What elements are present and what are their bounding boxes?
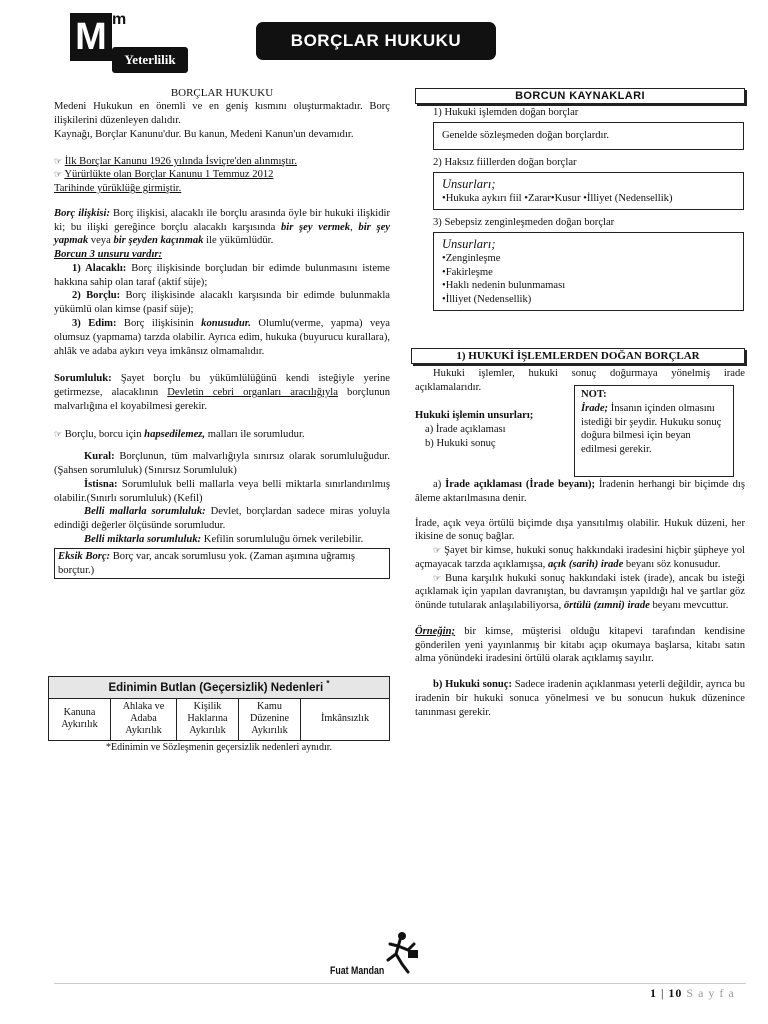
acik-ortulu-paragraph: İrade, açık veya örtülü biçimde dışa yansıtılmış olabilir. Hukuk düzeni, her ikisine de sonuç bağlar. <box>415 517 745 543</box>
logo-mark: M <box>70 13 112 61</box>
pointing-hand-icon: ☞ <box>433 546 442 557</box>
borc-iliskisi-paragraph: Borç ilişkisi: Borç ilişkisi, alacaklı ile borçlu arasında öyle bir hukuki ilişkidir ki; bu ilişki gereğince borçlu alacaklı karşısında bir şey vermek, bir şey yapmak veya bir şeyden kaçınmak ile yükümlüdür. <box>54 207 391 247</box>
list-item: •Haklı nedenin bulunmaması <box>442 280 566 292</box>
unsur-title: Borcun 3 unsuru vardır: <box>54 249 163 261</box>
list-item: b) Hukuki sonuç <box>425 437 496 449</box>
kaynak-1-box: Genelde sözleşmeden doğan borçlardır. <box>433 122 744 150</box>
borcun-kaynaklari-header: BORCUN KAYNAKLARI <box>415 88 745 104</box>
hapsedilemez-note: ☞ Borçlu, borcu için hapsedilemez, malları ile sorumludur. <box>54 428 305 440</box>
intro-paragraph-2: Kaynağı, Borçlar Kanunu'dur. Bu kanun, Medeni Kanun'un devamıdır. <box>54 128 354 140</box>
page-title: BORÇLAR HUKUKU <box>256 22 496 60</box>
note-box: NOT: İrade; İnsanın içinden olmasını istediği bir şeydir. Hukuku sonuç doğura bilmesi için beyan edilmesi gerekir. <box>574 385 734 477</box>
kaynak-3-title: 3) Sebepsiz zenginleşmeden doğan borçlar <box>433 216 615 228</box>
yeterlilik-badge: Yeterlilik <box>112 47 188 73</box>
history-bullets <box>54 155 390 196</box>
unsur-1: 1) Alacaklı: Borç ilişkisinde borçludan bir edimde bulunmasını isteme hakkına sahip olan taraf (aktif süje); <box>54 262 390 288</box>
belli-miktarla-paragraph: Belli miktarla sorumluluk: Kefilin sorumluluğu örnek verilebilir. <box>84 533 364 545</box>
table-cell: İmkânsızlık <box>301 698 390 740</box>
note-title: NOT: <box>581 389 607 400</box>
kaynak-1-title: 1) Hukuki işlemden doğan borçlar <box>433 107 579 119</box>
right-body <box>415 478 745 719</box>
hukuki-sonuc-paragraph: b) Hukuki sonuç: Sadece iradenin açıklanması yeterli değildir, ayrıca bu iradenin bir hukuki sonuca yönelmesi ve bu sonucun hukuk düzenince tanınması gerekir. <box>415 679 745 718</box>
signature-name: Fuat Mandan <box>330 965 385 977</box>
bullet-item <box>54 168 390 182</box>
right-column <box>415 88 745 311</box>
eksik-borc-box: Eksik Borç: Borç var, ancak sorumlusu yok. (Zaman aşımına uğramış borçtur.) <box>54 548 390 580</box>
butlan-table-wrap <box>48 676 390 754</box>
list-item: •Zenginleşme <box>442 252 501 264</box>
sorumluluk-paragraph: Sorumluluk: Şayet borçlu bu yükümlülüğünü kendi isteğiyle yerine getirmezse, alacaklının Devletin cebri organları aracılığıyla borçlunun malvarlığına el koyabilmesi gerekir. <box>54 373 390 412</box>
pointing-hand-icon: ☞ <box>54 170 63 181</box>
table-cell: Kanuna Aykırılık <box>49 698 111 740</box>
list-item: a) İrade açıklaması <box>425 423 506 435</box>
hukuki-unsurlar: Hukuki işlemin unsurları; a) İrade açıklaması b) Hukuki sonuç <box>415 409 570 450</box>
bullet-item <box>54 155 390 169</box>
unsurlari-items: •Hukuka aykırı fiil •Zarar•Kusur •İlliyet (Nedensellik) <box>442 193 673 205</box>
signature-logo <box>330 930 430 990</box>
butlan-table <box>48 676 390 741</box>
kaynak-2-title: 2) Haksız fiillerden doğan borçlar <box>433 157 577 169</box>
kural-paragraph: Kural: Borçlunun, tüm malvarlığıyla sınırsız olarak sorumluluğudur.(Şahsen sorumluluk) (Sınırsız Sorumluluk) <box>54 451 390 477</box>
table-cell: Ahlaka ve Adaba Aykırılık <box>111 698 177 740</box>
hukuki-islemler-header: 1) HUKUKİ İŞLEMLERDEN DOĞAN BORÇLAR <box>411 348 745 364</box>
table-title: Edinimin Butlan (Geçersizlik) Nedenleri * <box>49 677 390 699</box>
bullet-text: Yürürlükte olan Borçlar Kanunu 1 Temmuz 2012 <box>64 169 274 181</box>
buna-karsilik-paragraph: ☞ Buna karşılık hukuki sonuç hakkındaki istek (irade), ancak bu isteği açıklamak için yapılan davranıştan, bu davranışın yapıldığı hal ve şartlar göz önünde tutularak anlaşılabiliyorsa, örtülü (zımni) irade beyanı mevcuttur. <box>415 572 745 612</box>
table-footnote: *Edinimin ve Sözleşmenin geçersizlik nedenleri aynıdır. <box>105 741 333 753</box>
kaynak-3-box <box>433 232 744 311</box>
unsur-3: 3) Edim: Borç ilişkisinin konusudur. Olumlu(verme, yapma) veya olumsuz (yapmama) tarzda olabilir. Ayrıca edim, hukuka (buyurucu kurallara), ahlâk ve adaba aykırı veya imkânsız olmamalıdır. <box>54 318 390 357</box>
logo-superscript: m <box>112 11 127 28</box>
intro-paragraph-1: Medeni Hukukun en önemli ve en geniş kısmını oluşturmaktadır. Borç ilişkilerini düzenleyen dalıdır. <box>54 101 390 127</box>
irade-aciklamasi-paragraph: a) İrade açıklaması (İrade beyanı); İradenin herhangi bir biçimde dış âleme aktarılmasına denir. <box>415 479 745 504</box>
sayet-paragraph: ☞ Şayet bir kimse, hukuki sonuç hakkındaki iradesini hiçbir şüpheye yol açmayacak tarzda açıklamışsa, açık (sarih) irade beyanı söz konusudur. <box>415 545 745 570</box>
pointing-hand-icon: ☞ <box>54 429 63 440</box>
left-column <box>54 86 390 579</box>
kaynak-2-box <box>433 172 744 210</box>
running-man-icon <box>330 930 430 990</box>
unsur-2: 2) Borçlu: Borç ilişkisinde alacaklı karşısında bir edimde bulunmakla yükümlü olan kimse (pasif süje); <box>54 290 390 316</box>
table-cell: Kişilik Haklarına Aykırılık <box>177 698 239 740</box>
bullet-continuation: Tarihinde yürüklüğe girmiştir. <box>54 183 182 195</box>
bullet-text: İlk Borçlar Kanunu 1926 yılında İsviçre'den alınmıştır. <box>64 155 298 167</box>
list-item: •İlliyet (Nedensellik) <box>442 294 532 306</box>
footer-divider <box>54 983 746 984</box>
page-number: 1 | 10 S a y f a <box>650 986 735 1000</box>
section-title: BORÇLAR HUKUKU <box>170 87 274 99</box>
unsurlari-label: Unsurları; <box>442 236 496 251</box>
istisna-paragraph: İstisna: Sorumluluk belli mallarla veya belli miktarla sınırlandırılmış olabilir.(Sınırlı sorumluluk) (Kefil) <box>54 478 390 504</box>
pointing-hand-icon: ☞ <box>433 573 442 584</box>
belli-mallarla-paragraph: Belli mallarla sorumluluk: Devlet, borçlardan sadece miras yoluyla edindiği değerler ölçüsünde sorumludur. <box>54 506 390 532</box>
unsurlari-label: Unsurları; <box>442 176 496 191</box>
pointing-hand-icon: ☞ <box>54 156 63 167</box>
list-item: •Fakirleşme <box>442 266 493 278</box>
hukuki-intro: Hukuki işlemler, hukuki sonuç doğurmaya yönelmiş irade açıklamalarıdır. <box>415 368 745 393</box>
ornek-paragraph: Örneğin; bir kimse, müşterisi olduğu kitapevi tarafından kendisine gönderilen yeni yayınlanmış bir kitabı açıp okumaya başlarsa, kitabı satın alma yönündeki iradesini örtülü olarak açıklamış sayılır. <box>415 625 745 665</box>
table-cell: Kamu Düzenine Aykırılık <box>239 698 301 740</box>
